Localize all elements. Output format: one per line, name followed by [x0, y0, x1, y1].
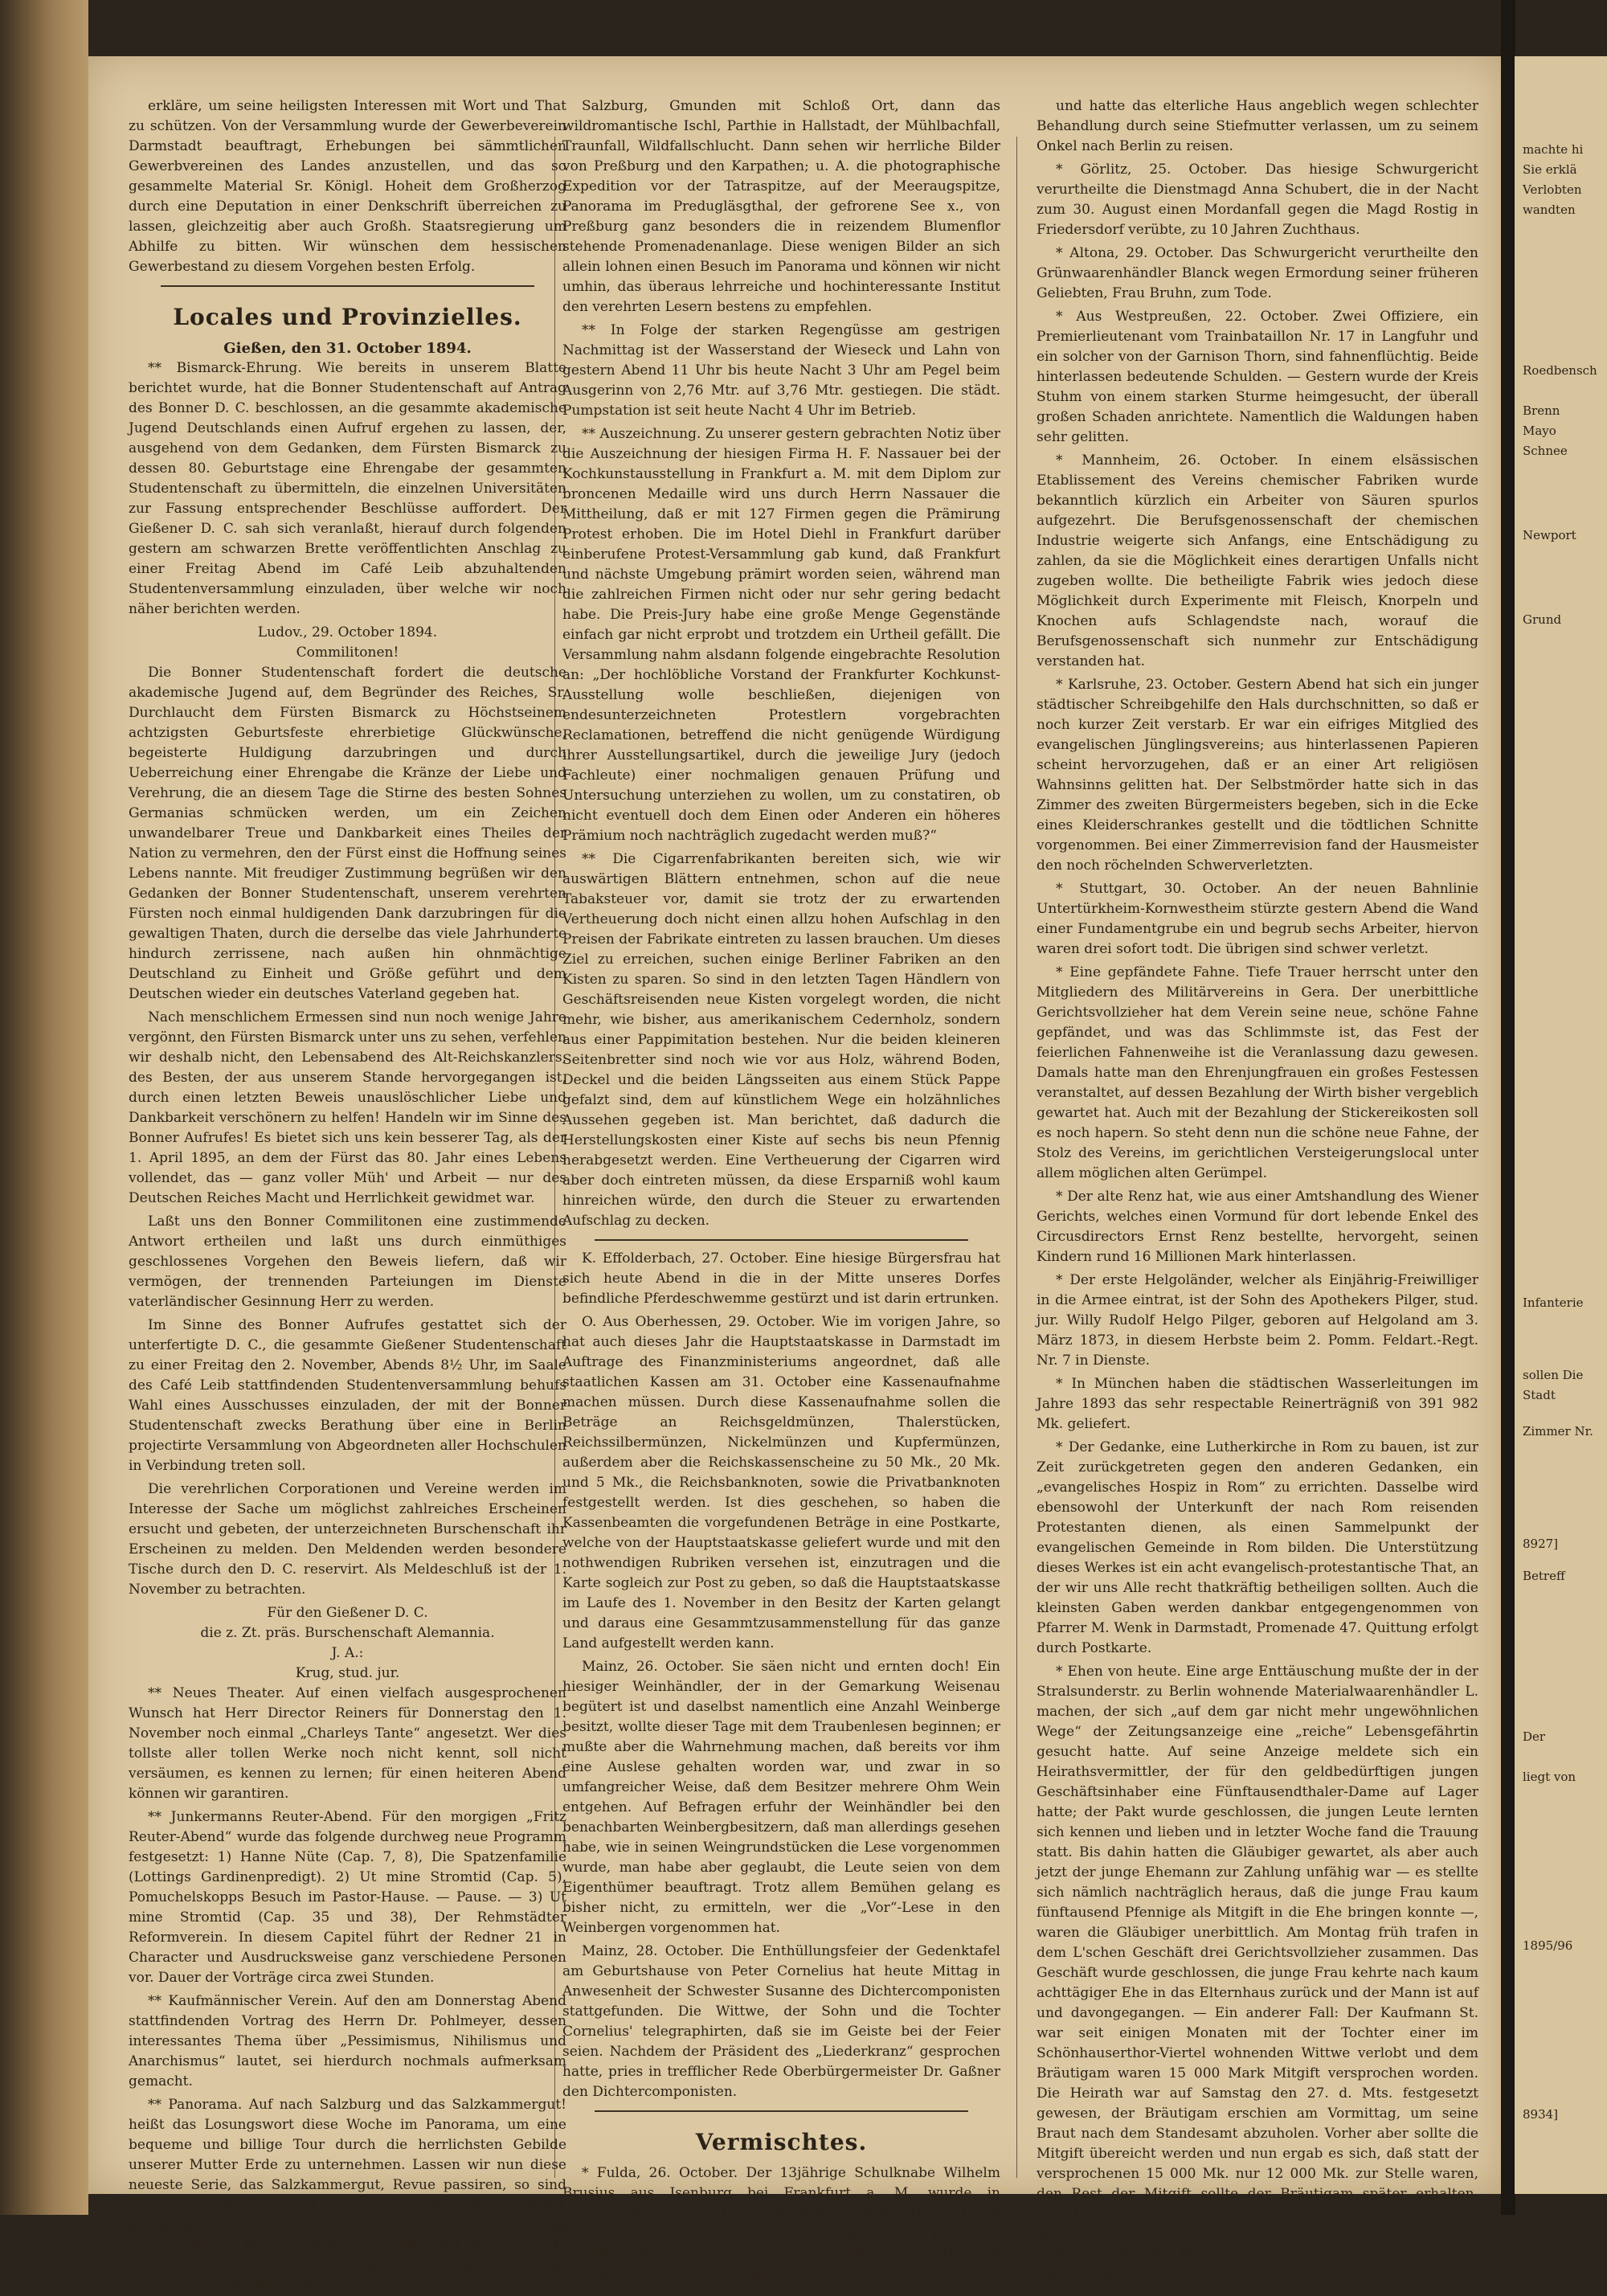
article-paragraph: K. Effolderbach, 27. October. Eine hiesige Bürgersfrau hat sich heute Abend in die in der Mitte unseres Dorfes befindliche Pferdeschwemme gestürzt und ist darin ertrunken.: [562, 1250, 1000, 1307]
column-rule-2: [1016, 137, 1017, 2178]
side-fragment: Mayo: [1523, 424, 1556, 438]
signature-line: J. A.:: [331, 1645, 364, 1661]
article-paragraph: Die verehrlichen Corporationen und Vereine werden im Interesse der Sache um möglichst zahlreiches Erscheinen ersucht und gebeten, der unterzeichneten Burschenschaft ihr Erscheinen zu melden. Den Meldenden werden besondere Tische durch den D. C. reservirt. Als Meldeschluß ist der 1. November zu betrachten.: [129, 1481, 566, 1598]
article-paragraph: ** Bismarck-Ehrung. Wie bereits in unserem Blatte berichtet wurde, hat die Bonner Studentenschaft auf Antrag des Bonner D. C. beschlossen, an die gesammte akademische Jugend Deutschlands einen Aufruf ergehen zu lassen, der, ausgehend von dem Gedanken, dem Fürsten Bismarck zu dessen 80. Geburtstage eine Ehrengabe der gesammten Studentenschaft zu übermitteln, die einzelnen Universitäten zur Fassung entsprechender Beschlüsse auffordert. Der Gießener D. C. sah sich veranlaßt, hierauf durch folgenden gestern am schwarzen Brette veröffentlichten Anschlag zu einer Freitag Abend im Café Leib abzuhaltenden Studentenversammlung einzuladen, über welche wir noch näher berichten werden.: [129, 360, 566, 617]
article-paragraph: O. Aus Oberhessen, 29. October. Wie im vorigen Jahre, so hat auch dieses Jahr die Hauptstaatskasse in Darmstadt im Auftrage des Finanzministeriums angeordnet, daß alle staatlichen Kassen am 31. October eine Kassenaufnahme machen müssen. Durch diese Kassenaufnahme sollen die Beträge an Reichsgeldmünzen, Thalerstücken, Reichssilbermünzen, Nickelmünzen und Kupfermünzen, außerdem aber die Reichskassenscheine zu 50 Mk., 20 Mk. und 5 Mk., die Reichsbanknoten, sowie die Privatbanknoten festgestellt werden. Ist dies geschehen, so haben die Kassenbeamten die vorgefundenen Beträge in eine Postkarte, welche von der Hauptstaatskasse geliefert wurde und mit den nothwendigen Rubriken versehen ist, einzutragen und die Karte sogleich zur Post zu geben, so daß die Hauptstaatskasse im Laufe des 1. November in den Besitz der Karten gelangt und daraus eine Gesammtzusammenstellung für das ganze Land aufgestellt werden kann.: [562, 1314, 1000, 1651]
side-fragment: machte hi: [1523, 142, 1584, 157]
article-paragraph: * Fulda, 26. October. Der 13jährige Schulknabe Wilhelm Brusius aus Isenburg bei Frankfurt a. M. wurde in vergangener Nacht auf einer Bremse des Schnellzuges 1 von Frankfurt a. M. sitzend, auf hiesiger Station ohne Fahrkarte betroffen, ausgesetzt und einstweilen im hl. Geist-Hospital untergebracht. Der Knabe war mittellos: [562, 2165, 1000, 2282]
article-paragraph: ** Kaufmännischer Verein. Auf den am Donnerstag Abend stattfindenden Vortrag des Herrn Dr. Pohlmeyer, dessen interessantes Thema über „Pessimismus, Nihilismus und Anarchismus“ lautet, sei hierdurch nochmals aufmerksam gemacht.: [129, 1993, 566, 2089]
sub-dateline: Ludov., 29. October 1894.: [257, 624, 438, 641]
side-fragment: Roedbensch: [1523, 363, 1597, 378]
dateline: Gießen, den 31. October 1894.: [223, 340, 472, 357]
section-divider: [595, 2110, 968, 2112]
article-paragraph: * Mannheim, 26. October. In einem elsässischen Etablissement des Vereins chemischer Fabriken wurde bekanntlich kürzlich ein Arbeiter von Säuren spurlos aufgezehrt. Die Berufsgenossenschaft der chemischen Industrie weigerte sich Anfangs, eine Entschädigung zu zahlen, da sie die Möglichkeit eines derartigen Unfalls nicht zugeben wollte. Die betheiligte Fabrik wies jedoch diese Möglichkeit durch Experimente mit Fleisch, Knorpeln und Knochen aufs Schlagendste nach, worauf die Berufsgenossenschaft sich nunmehr zur Entschädigung verstanden hat.: [1037, 452, 1478, 669]
article-paragraph: * Eine gepfändete Fahne. Tiefe Trauer herrscht unter den Mitgliedern des Militärvereins in Gera. Der unerbittliche Gerichtsvollzieher hat dem Verein seine neue, schöne Fahne gepfändet, und was das Schlimmste ist, das Fest der feierlichen Fahnenweihe ist die Veranlassung dazu gewesen. Damals hatte man den Ehrenjungfrauen ein großes Festessen veranstaltet, auf dessen Bezahlung der Wirth bisher vergeblich gewartet hat. Auch mit der Bezahlung der Stickereikosten soll es noch hapern. So steht denn nun die schöne neue Fahne, der Stolz des Vereins, im gerichtlichen Versteigerungslocal unter allem möglichen alten Gerümpel.: [1037, 964, 1478, 1181]
article-paragraph: Nach menschlichem Ermessen sind nun noch wenige Jahre vergönnt, den Fürsten Bismarck unter uns zu sehen, verfehlen wir deshalb nicht, den Lebensabend des Alt-Reichskanzlers, des Besten, der aus unserem Stande hervorgegangen ist, durch einen letzten Beweis unauslöschlicher Liebe und Dankbarkeit verschönern zu helfen! Handeln wir im Sinne des Bonner Aufrufes! Es bietet sich uns kein besserer Tag, als der 1. April 1895, an dem der Fürst das 80. Jahr eines Lebens vollendet, das — ganz voller Müh' und Arbeit — nur des Deutschen Reiches Macht und Herrlichkeit gewidmet war.: [129, 1009, 566, 1206]
article-paragraph: * Karlsruhe, 23. October. Gestern Abend hat sich ein junger städtischer Schreibgehilfe den Hals durchschnitten, so daß er noch kurzer Zeit verstarb. Er war ein eifriges Mitglied des evangelischen Jünglingsvereins; aus hinterlassenen Papieren scheint hervorzugehen, daß er an einer Art religiösen Wahnsinns gelitten hat. Der Selbstmörder hatte sich in das Zimmer des zweiten Bürgermeisters begeben, sich in die Ecke eines Kleiderschrankes gestellt und die tödtlichen Schnitte vorgenommen. Bei einer Zimmerrevision fand der Hausmeister den noch röchelnden Schwerverletzten.: [1037, 677, 1478, 874]
side-fragment: Infanterie: [1523, 1295, 1584, 1310]
article-paragraph: Im Sinne des Bonner Aufrufes gestattet sich der unterfertigte D. C., die gesammte Gießener Studentenschaft zu einer Freitag den 2. November, Abends 8½ Uhr, im Saale des Café Leib stattfindenden Studentenversammlung behufs Wahl eines Ausschusses einzuladen, der mit der Bonner Studentenschaft zwecks Berathung über eine in Berlin projectirte Versammlung von Abgeordneten aller Hochschulen in Verbindung treten soll.: [129, 1317, 566, 1474]
article-paragraph: Salzburg, Gmunden mit Schloß Ort, dann das wildromantische Ischl, Parthie in Hallstadt, der Mühlbachfall, Traunfall, Wildfallschlucht. Dann sehen wir herrliche Bilder von Preßburg und den Karpathen; u. A. die photographische Expedition vor der Tatraspitze, auf der Meeraugspitze, Panorama im Predugläsgthal, der gefrorene See x., von Preßburg ganz besonders die in reizendem Blumenflor stehende Promenadenanlage. Diese wenigen Bilder an sich allein lohnen einen Besuch im Panorama und können wir nicht umhin, das überaus lehrreiche und hochinteressante Institut den verehrten Lesern bestens zu empfehlen.: [562, 98, 1000, 315]
article-paragraph: * Der erste Helgoländer, welcher als Einjährig-Freiwilliger in die Armee eintrat, ist der Sohn des Apothekers Pilger, stud. jur. Willy Rudolf Helgo Pilger, geboren auf Helgoland am 3. März 1873, in diesem Herbste beim 2. Pomm. Feldart.-Regt. Nr. 7 in Dienste.: [1037, 1272, 1478, 1369]
column-2: [562, 96, 1000, 2282]
side-fragment: Grund: [1523, 612, 1562, 627]
article-paragraph: ** Panorama. Auf nach Salzburg und das Salzkammergut! heißt das Losungswort diese Woche im Panorama, um eine bequeme und billige Tour durch die herrlichsten Gebilde unserer Mutter Erde zu unternehmen. Lassen wir nun diese neueste Serie, das Salzkammergut, Revue passiren, so sind wir erstaunt und überrascht zugleich über die außerordentlich großartigen, wechselvollen Szenerien, die an unserem Auge vorüberziehen. Beispielsweise empfehlen wir nur folgende Bilder einer besonderen Beachtung: Die Veste Hohensalzburg, sowie die verschiedenen Ansichten von: [129, 2097, 566, 2294]
article-paragraph: * Stuttgart, 30. October. An der neuen Bahnlinie Untertürkheim-Kornwestheim stürzte gestern Abend die Wand einer Fundamentgrube ein und begrub sechs Arbeiter, hiervon waren drei sofort todt. Die übrigen sind schwer verletzt.: [1037, 881, 1478, 957]
article-paragraph: erkläre, um seine heiligsten Interessen mit Wort und That zu schützen. Von der Versammlung wurde der Gewerbeverein Darmstadt beauftragt, Erhebungen bei sämmtlichen Gewerbvereinen des Landes anzustellen, und das so gesammelte Material Sr. Königl. Hoheit dem Großherzog durch eine Deputation in einer Denkschrift überreichen zu lassen, gleichzeitig aber auch Großh. Staatsregierung um Abhilfe zu bitten. Wir wünschen dem hessischen Gewerbestand zu diesem Vorgehen besten Erfolg.: [129, 98, 566, 275]
section-divider: [161, 285, 534, 287]
side-fragment: Brenn: [1523, 403, 1560, 418]
signature-line: Für den Gießener D. C.: [267, 1605, 428, 1621]
side-fragment: Stadt: [1523, 1388, 1556, 1402]
article-paragraph: * Ehen von heute. Eine arge Enttäuschung mußte der in der Stralsunderstr. zu Berlin wohnende Materialwaarenhändler L. machen, der sich „auf dem gar nicht mehr ungewöhnlichen Wege“ der Zeitungsanzeige eine „reiche“ Lebensgefährtin gesucht hatte. Auf seine Anzeige meldete sich ein Heirathsvermittler, der für den geldbedürftigen jungen Geschäftsinhaber eine Fünftausendthaler-Dame auf Lager hatte; der Pakt wurde geschlossen, die jungen Leute lernten sich kennen und lieben und in letzter Woche fand die Trauung statt. Bis dahin hatten die Gläubiger gewartet, als aber auch jetzt der junge Ehemann zur Zahlung unfähig war — es stellte sich nämlich nachträglich heraus, daß die junge Frau kaum fünftausend Pfennige als Mitgift in die Ehe bringen konnte —, waren die Gläubiger unerbittlich. Am Montag früh trafen in dem L'schen Geschäft drei Gerichtsvollzieher zusammen. Das Geschäft wurde geschlossen, die junge Frau kehrte nach kaum achttägiger Ehe in das Elternhaus zurück und der Mann ist auf und davongegangen. — Ein anderer Fall: Der Kaufmann St. war seit einigen Monaten mit der Tochter einer im Schönhauserthor-Viertel wohnenden Wittwe verlobt und dem Bräutigam waren 15 000 Mark Mitgift versprochen worden. Die Heirath war auf Samstag den 27. d. Mts. festgesetzt gewesen, der Bräutigam erschien am Vormittag, um seine Braut nach dem Standesamt abzuholen. Vorher aber sollte die Mitgift übereicht werden und nun ergab es sich, daß statt der versprochenen 15 000 Mk. nur 12 000 Mk. zur Stelle waren, den Rest der Mitgift sollte der Bräutigam später erhalten. Damit war derselbe jedoch nicht einverstanden und er erklärte, nicht eher den Weg zum Standesamt antreten zu wollen, bis die „drei Mille“ auf dem Tisch lägen. Der peinlichen Geschichte: [1037, 1664, 1478, 2282]
side-fragment: 1895/96: [1523, 1938, 1573, 1953]
article-paragraph: Die Bonner Studentenschaft fordert die deutsche akademische Jugend auf, dem Begründer des Reiches, Sr. Durchlaucht dem Fürsten Bismarck zu Höchstseinem achtzigsten Geburtsfeste ehrerbietige Glückwünsche, begeisterte Huldigung darzubringen und durch Ueberreichung einer Ehrengabe die Kränze der Liebe und Verehrung, die an diesem Tage die Stirne des besten Sohnes Germanias schmücken werden, um ein Zeichen unwandelbarer Treue und Dankbarkeit eines Theiles der Nation zu vermehren, den der Fürst einst die Hoffnung seines Lebens nannte. Mit freudiger Zustimmung begrüßen wir den Gedanken der Bonner Studentenschaft, unserem verehrten Fürsten noch einmal huldigenden Dank darzubringen für die gewaltigen Thaten, durch die derselbe das viele Jahrhunderte hindurch zerrissene, nach außen hin ohnmächtige Deutschland zu Einheit und Größe geführt und dem Deutschen wieder ein deutsches Vaterland gegeben hat.: [129, 665, 566, 1002]
page-gutter: [1501, 0, 1515, 2215]
article-paragraph: ** Neues Theater. Auf einen vielfach ausgesprochenen Wunsch hat Herr Director Reiners für Donnerstag den 1. November noch einmal „Charleys Tante“ angesetzt. Wer dies tollste aller tollen Werke noch nicht kennt, soll nicht versäumen, es kennen zu lernen; für einen heiteren Abend können wir garantiren.: [129, 1685, 566, 1802]
article-paragraph: Mainz, 28. October. Die Enthüllungsfeier der Gedenktafel am Geburtshause von Peter Cornelius hat heute Mittag in Anwesenheit der Schwester Susanne des Dichtercomponisten stattgefunden. Die Wittwe, der Sohn und die Tochter Cornelius' telegraphirten, daß sie im Geiste bei der Feier seien. Nachdem der Präsident des „Liederkranz“ gesprochen hatte, pries in trefflicher Rede Oberbürgermeister Dr. Gaßner den Dichtercomponisten.: [562, 1943, 1000, 2100]
article-paragraph: Laßt uns den Bonner Commilitonen eine zustimmende Antwort ertheilen und laßt uns durch einmüthiges geschlossenes Vorgehen den Beweis liefern, daß wir vermögen, der trennenden Parteiungen im Dienste vaterländischer Gesinnung Herr zu werden.: [129, 1213, 566, 1310]
article-paragraph: und hatte das elterliche Haus angeblich wegen schlechter Behandlung durch seine Stiefmutter verlassen, um zu seinem Onkel nach Berlin zu reisen.: [1037, 98, 1478, 154]
side-fragment: Verlobten: [1523, 182, 1582, 197]
article-paragraph: * Der Gedanke, eine Lutherkirche in Rom zu bauen, ist zur Zeit zurückgetreten gegen den anderen Gedanken, ein „evangelisches Hospiz in Rom“ zu errichten. Dasselbe wird ebensowohl der Unterkunft der nach Rom reisenden Protestanten dienen, als einen Sammelpunkt der evangelischen Gemeinde in Rom bilden. Die Unterstützung dieses Werkes ist ein acht evangelisch-protestantische That, an der wir uns Alle recht thatkräftig betheiligen sollten. Auch die kleinsten Gaben werden dankbar entgegengenommen von Pfarrer M. Wenk in Darmstadt, Promenade 47. Quittung erfolgt durch Postkarte.: [1037, 1439, 1478, 1656]
article-paragraph: ** In Folge der starken Regengüsse am gestrigen Nachmittag ist der Wasserstand der Wieseck und Lahn von gestern Abend 11 Uhr bis heute Nacht 3 Uhr am Pegel beim Ausgerinn von 2,76 Mtr. auf 3,76 Mtr. gestiegen. Die städt. Pumpstation ist seit heute Nacht 4 Uhr im Betrieb.: [562, 322, 1000, 419]
side-fragment: Newport: [1523, 528, 1576, 542]
column-3: [1037, 96, 1478, 2282]
article-paragraph: Mainz, 26. October. Sie säen nicht und ernten doch! Ein hiesiger Weinhändler, der in der Gemarkung Weisenau begütert ist und daselbst namentlich eine Anzahl Weinberge besitzt, wollte dieser Tage mit dem Traubenlesen beginnen; er mußte aber die Wahrnehmung machen, daß bereits vor ihm eine Auslese gehalten worden war, und zwar in so umfangreicher Weise, daß dem Besitzer mehrere Ohm Wein entgehen. Auf Befragen erfuhr der Weinhändler bei den benachbarten Weinbergbesitzern, daß man allerdings gesehen habe, wie in seinen Weingrundstücken die Lese vorgenommen wurde, man habe aber geglaubt, die Leute seien von dem Eigenthümer beauftragt. Trotz allem Bemühen gelang es bisher nicht, zu ermitteln, wer die „Vor“-Lese in den Weinbergen vorgenommen hat.: [562, 1659, 1000, 1936]
signature-line: die z. Zt. präs. Burschenschaft Alemannia.: [200, 1625, 495, 1641]
article-paragraph: * In München haben die städtischen Wasserleitungen im Jahre 1893 das sehr respectable Reinerträgniß von 391 982 Mk. geliefert.: [1037, 1376, 1478, 1432]
subtitle: Commilitonen!: [296, 645, 399, 661]
side-fragment: 8927]: [1523, 1537, 1559, 1551]
side-fragment: Betreff: [1523, 1569, 1565, 1583]
side-fragment: Sie erklä: [1523, 162, 1577, 177]
article-paragraph: * Görlitz, 25. October. Das hiesige Schwurgericht verurtheilte die Dienstmagd Anna Schubert, die in der Nacht zum 30. August einen Mordanfall gegen die Magd Rostig in Friedersdorf verübte, zu 10 Jahren Zuchthaus.: [1037, 162, 1478, 238]
side-fragment: Zimmer Nr.: [1523, 1424, 1593, 1439]
section-heading: Locales und Provinzielles.: [173, 304, 522, 330]
side-fragment: Der: [1523, 1729, 1546, 1744]
article-paragraph: * Aus Westpreußen, 22. October. Zwei Offiziere, ein Premierlieutenant vom Trainbataillon Nr. 17 in Langfuhr und ein solcher von der Garnison Thorn, sind fahnenflüchtig. Beide hinterlassen bedeutende Schulden. — Gestern wurde der Kreis Stuhm von einem starken Sturme heimgesucht, der überall großen Schaden anrichtete. Namentlich die Waldungen haben sehr gelitten.: [1037, 309, 1478, 445]
section-heading: Vermischtes.: [695, 2129, 868, 2155]
article-paragraph: * Der alte Renz hat, wie aus einer Amtshandlung des Wiener Gerichts, welches einen Vormund für dort lebende Enkel des Circusdirectors Ernst Renz bestellte, hervorgeht, seinen Kindern rund 16 Millionen Mark hinterlassen.: [1037, 1189, 1478, 1265]
book-binding: [0, 0, 88, 2215]
side-fragment: liegt von: [1523, 1770, 1576, 1784]
side-fragment: Schnee: [1523, 444, 1568, 458]
side-fragment: wandten: [1523, 203, 1576, 217]
section-divider: [595, 1239, 968, 1241]
side-fragment: sollen Die: [1523, 1368, 1584, 1382]
article-paragraph: ** Junkermanns Reuter-Abend. Für den morgigen „Fritz Reuter-Abend“ wurde das folgende durchweg neue Programm festgesetzt: 1) Hanne Nüte (Cap. 7, 8), Die Spatzenfamilie (Lottings Gardinenpredigt). 2) Ut mine Stromtid (Cap. 5), Pomuchelskopps Besuch im Pastor-Hause. — Pause. — 3) Ut mine Stromtid (Cap. 35 und 38), Der Rehmstädter Reformverein. In diesem Capitel führt der Redner 21 in Character und Ausdrucksweise ganz verschiedene Personen vor. Dauer der Vorträge circa zwei Stunden.: [129, 1809, 566, 1986]
article-paragraph: * Altona, 29. October. Das Schwurgericht verurtheilte den Grünwaarenhändler Blanck wegen Ermordung seiner früheren Geliebten, Frau Bruhn, zum Tode.: [1037, 245, 1478, 301]
article-paragraph: ** Auszeichnung. Zu unserer gestern gebrachten Notiz über die Auszeichnung der hiesigen Firma H. F. Nassauer bei der Kochkunstausstellung in Frankfurt a. M. mit dem Diplom zur broncenen Medaille wird uns durch Herrn Nassauer die Mittheilung, daß er mit 127 Firmen gegen die Prämirung Protest erhoben. Die im Hotel Diehl in Frankfurt darüber einberufene Protest-Versammlung gab kund, daß Frankfurt und nächste Umgebung prämirt worden seien, während man die zahlreichen Firmen nicht oder nur sehr gering bedacht habe. Die Preis-Jury habe eine große Menge Gegenstände einfach gar nicht erprobt und trotzdem ein Urtheil gefällt. Die Versammlung nahm alsdann folgende eingebrachte Resolution an: „Der hochlöbliche Vorstand der Frankfurter Kochkunst-Ausstellung wolle beschließen, diejenigen von endesunterzeichneten Protestlern vorgebrachten Reclamationen, betreffend die nicht genügende Würdigung ihrer Ausstellungsartikel, durch die jeweilige Jury (jedoch Fachleute) einer nochmaligen genauen Prüfung und Untersuchung unterziehen zu wollen, um zu constatiren, ob nicht eventuell doch dem Einen oder Anderen ein höheres Prämium noch nachträglich zugedacht werden muß?“: [562, 426, 1000, 844]
article-paragraph: ** Die Cigarrenfabrikanten bereiten sich, wie wir auswärtigen Blättern entnehmen, schon auf die neue Tabaksteuer vor, damit sie trotz der zu erwartenden Vertheuerung doch nicht einen allzu hohen Aufschlag in den Preisen der Fabrikate eintreten zu lassen brauchen. Um dieses Ziel zu erreichen, suchen einige Berliner Fabriken an den Kisten zu sparen. So sind in den letzten Tagen Händlern von Geschäftsreisenden neue Kisten vorgelegt worden, die nicht mehr, wie bisher, aus amerikanischem Cedernholz, sondern aus einer Pappimitation bestehen. Nur die beiden kleineren Seitenbretter sind noch wie vor aus Holz, während Boden, Deckel und die beiden Längsseiten aus einem Stück Pappe gefalzt sind, dem auf künstlichem Wege ein holzähnliches Aussehen gegeben ist. Man berichtet, daß dadurch die Herstellungskosten einer Kiste auf sechs bis neun Pfennig herabgesetzt werden. Eine Vertheuerung der Cigarren wird aber doch eintreten müssen, da diese Ersparniß wohl kaum hinreichen würde, den durch die Steuer zu erwartenden Aufschlag zu decken.: [562, 851, 1000, 1229]
side-fragment: 8934]: [1523, 2107, 1559, 2122]
column-1: [129, 96, 566, 2294]
signature-line: Krug, stud. jur.: [295, 1665, 400, 1681]
